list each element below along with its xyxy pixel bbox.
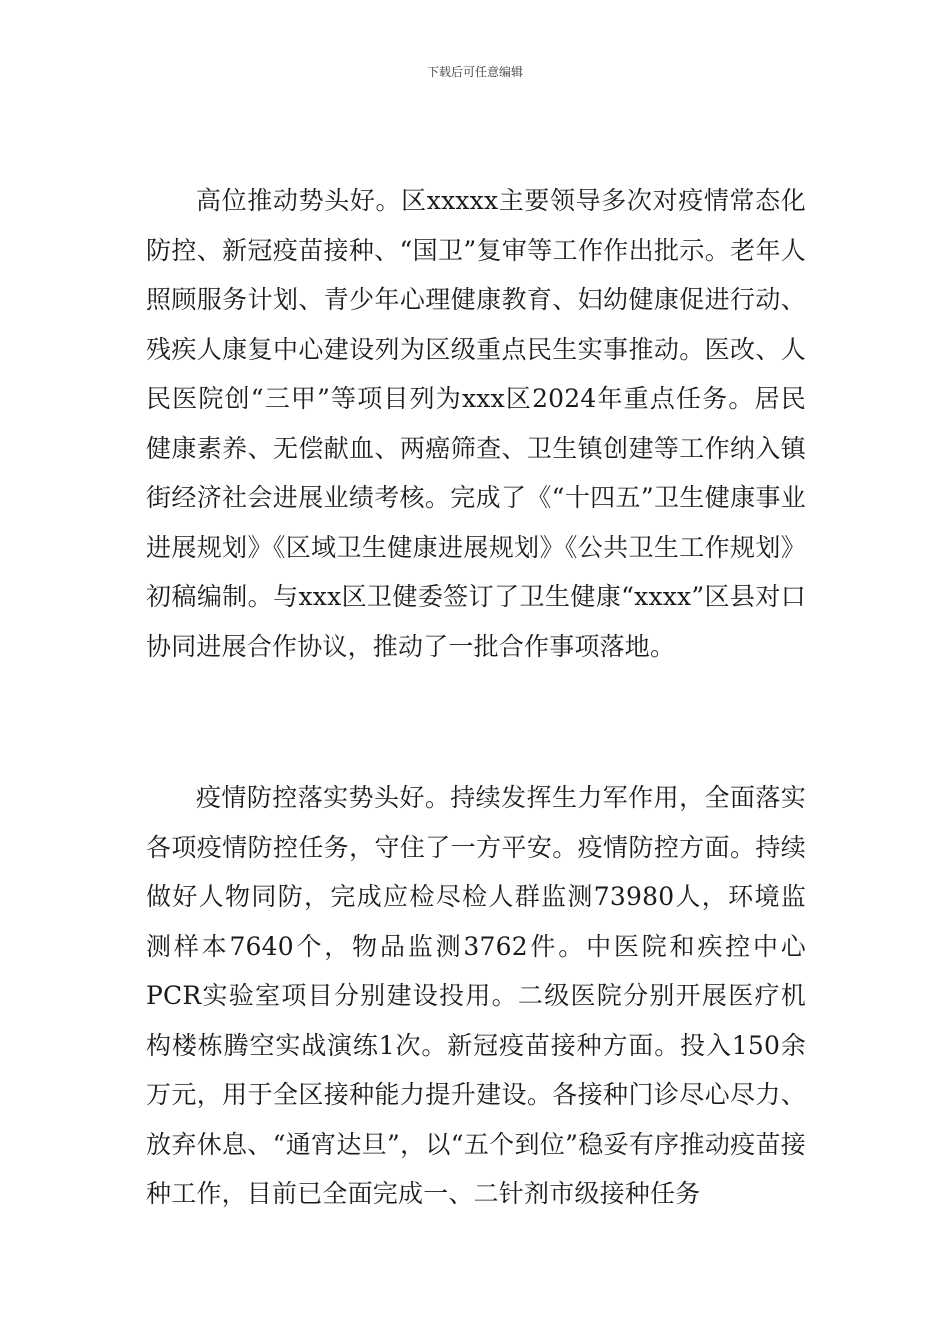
page-header: 下载后可任意编辑 (426, 65, 523, 79)
paragraph-leadership: 高位推动势头好。区xxxxx主要领导多次对疫情常态化防控、新冠疫苗接种、“国卫”复审等工作作出批示。老年人照顾服务计划、青少年心理健康教育、妇幼健康促进行动、残疾人康复中心建设列为区级重点民生实事推动。医改、人民医院创“三甲”等项目列为xxx区2024年重点任务。居民健康素养、无偿献血、两癌筛查、卫生镇创建等工作纳入镇街经济社会进展业绩考核。完成了《“十四五”卫生健康事业进展规划》《区域卫生健康进展规划》《公共卫生工作规划》初稿编制。与xxx区卫健委签订了卫生健康“xxxx”区县对口协同进展合作协议，推动了一批合作事项落地。 (146, 186, 806, 661)
paragraph-epidemic-control: 疫情防控落实势头好。持续发挥生力军作用，全面落实各项疫情防控任务，守住了一方平安。疫情防控方面。持续做好人物同防，完成应检尽检人群监测73980人，环境监测样本7640个，物品监测3762件。中医院和疾控中心PCR实验室项目分别建设投用。二级医院分别开展医疗机构楼栋腾空实战演练1次。新冠疫苗接种方面。投入150余万元，用于全区接种能力提升建设。各接种门诊尽心尽力、放弃休息、“通宵达旦”，以“五个到位”稳妥有序推动疫苗接种工作，目前已全面完成一、二针剂市级接种任务 (146, 783, 806, 1208)
